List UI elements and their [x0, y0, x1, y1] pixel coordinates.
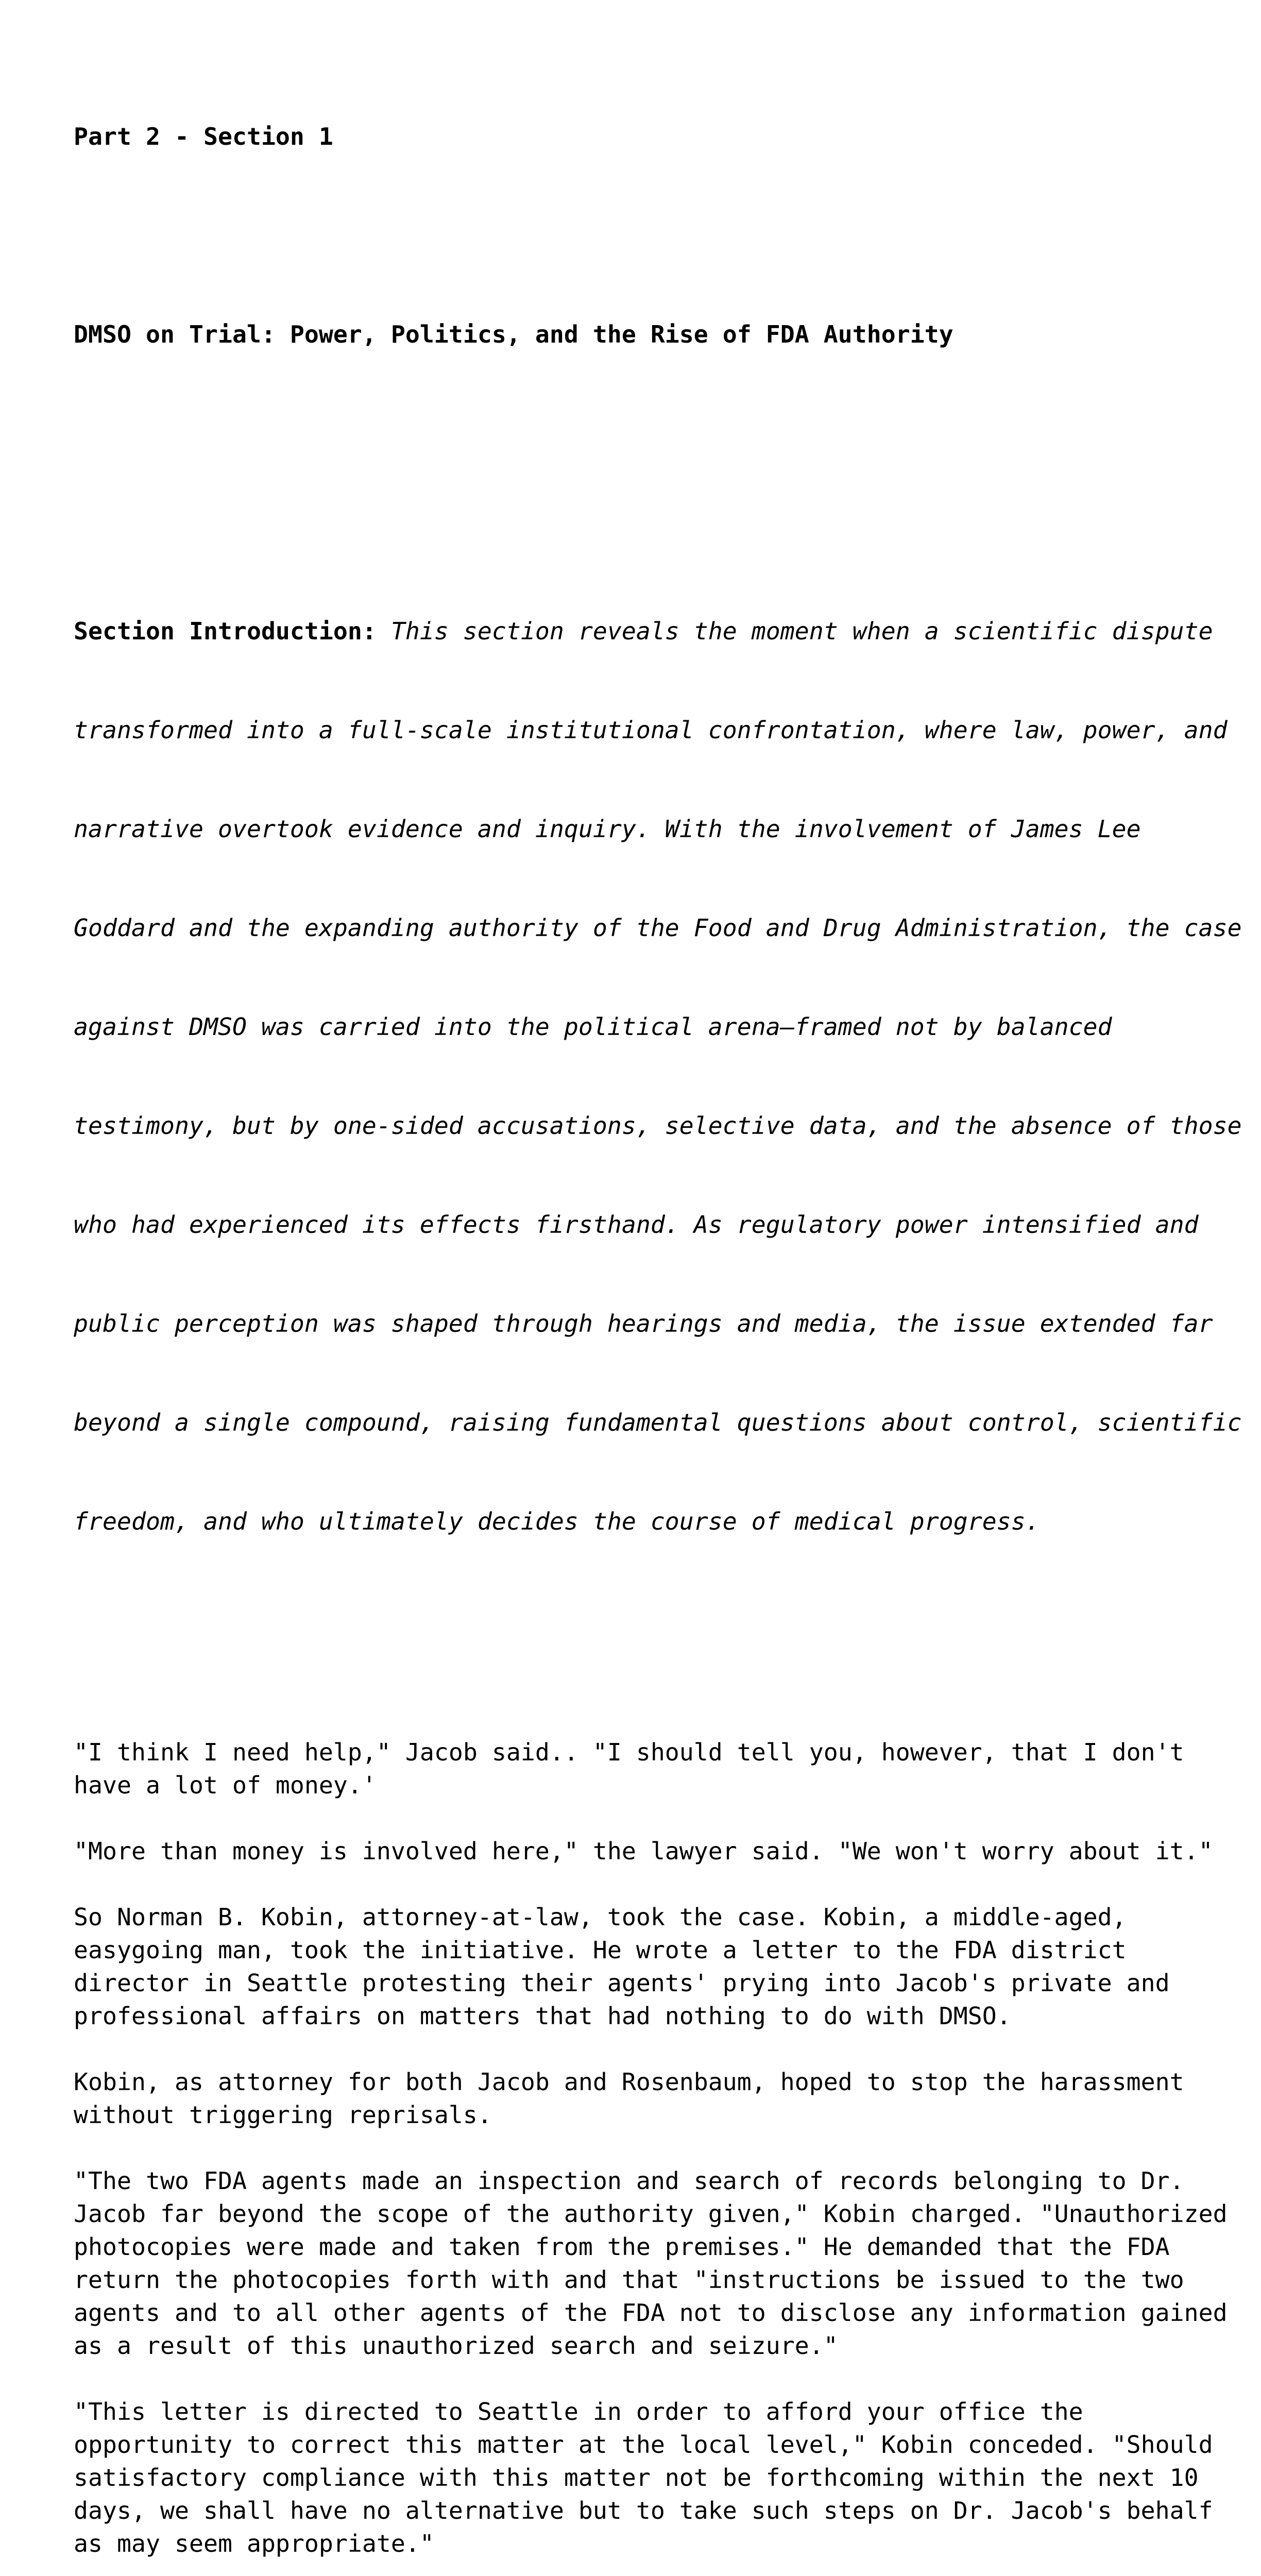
paragraph-line: days, we shall have no alternative but to take such steps on Dr. Jacob's behalf: [74, 2497, 1213, 2524]
paragraph: [74, 1736, 1207, 1802]
intro-line: Goddard and the expanding authority of the Food and Drug Administration, the case: [74, 914, 1242, 942]
paragraph-line: "This letter is directed to Seattle in order to afford your office the: [74, 2398, 1083, 2426]
paragraph-line: "The two FDA agents made an inspection and search of records belonging to Dr.: [74, 2167, 1184, 2195]
paragraph: [74, 2164, 1228, 2362]
document-title: DMSO on Trial: Power, Politics, and the Rise of FDA Authority: [74, 320, 953, 348]
intro-line: who had experienced its effects firsthand. As regulatory power intensified and: [74, 1211, 1199, 1239]
intro-line: This section reveals the moment when a scientific dispute: [376, 617, 1213, 645]
paragraph: [74, 1835, 1213, 1868]
paragraph-line: have a lot of money.': [74, 1771, 377, 1799]
spacer: [74, 219, 1207, 252]
paragraph-line: Kobin, as attorney for both Jacob and Rosenbaum, hoped to stop the harassment: [74, 2068, 1184, 2096]
spacer: [74, 1802, 1207, 1835]
paragraph-line: Jacob far beyond the scope of the authority given," Kobin charged. "Unauthorized: [74, 2200, 1228, 2228]
spacer: [74, 2131, 1207, 2164]
intro-line: narrative overtook evidence and inquiry. With the involvement of James Lee: [74, 815, 1141, 843]
body-text: [74, 1703, 1228, 2576]
part-heading: Part 2 - Section 1: [74, 123, 333, 150]
spacer: [74, 2032, 1207, 2065]
paragraph-line: return the photocopies forth with and that "instructions be issued to the two: [74, 2266, 1184, 2294]
intro-label: Section Introduction:: [74, 617, 377, 645]
paragraph-line: professional affairs on matters that had nothing to do with DMSO.: [74, 2002, 1011, 2030]
intro-line: freedom, and who ultimately decides the course of medical progress.: [74, 1507, 1040, 1535]
intro-line: testimony, but by one-sided accusations, selective data, and the absence of those: [74, 1112, 1242, 1140]
intro-line: transformed into a full-scale institutional confrontation, where law, power, and: [74, 716, 1228, 744]
paragraph-line: without triggering reprisals.: [74, 2101, 492, 2129]
paragraph: [74, 2065, 1207, 2131]
spacer: [74, 1703, 1207, 1736]
paragraph-line: easygoing man, took the initiative. He wrote a letter to the FDA district: [74, 1936, 1127, 1964]
paragraph-line: opportunity to correct this matter at the local level," Kobin conceded. "Should: [74, 2431, 1213, 2459]
paragraph-line: director in Seattle protesting their agents' prying into Jacob's private and: [74, 1969, 1170, 1997]
spacer: [74, 2362, 1207, 2395]
paragraph-line: satisfactory compliance with this matter not be forthcoming within the next 10: [74, 2464, 1199, 2492]
intro-line: public perception was shaped through hearings and media, the issue extended far: [74, 1310, 1213, 1337]
paragraph-line: as a result of this unauthorized search and seizure.": [74, 2332, 838, 2360]
intro-line: beyond a single compound, raising fundamental questions about control, scientific: [74, 1409, 1242, 1436]
paragraph-line: photocopies were made and taken from the premises." He demanded that the FDA: [74, 2233, 1170, 2261]
paragraph-line: "More than money is involved here," the lawyer said. "We won't worry about it.": [74, 1837, 1213, 1865]
intro-line: against DMSO was carried into the political arena—framed not by balanced: [74, 1013, 1112, 1041]
spacer: [74, 417, 1207, 450]
paragraph-line: as may seem appropriate.": [74, 2530, 434, 2557]
section-introduction: [74, 549, 1242, 1604]
paragraph: [74, 2395, 1213, 2560]
paragraph: [74, 1901, 1207, 2032]
paragraph-line: So Norman B. Kobin, attorney-at-law, took the case. Kobin, a middle-aged,: [74, 1903, 1127, 1931]
spacer: [74, 1868, 1207, 1901]
spacer: [74, 2560, 1207, 2576]
paragraph-line: agents and to all other agents of the FDA not to disclose any information gained: [74, 2299, 1228, 2327]
paragraph-line: "I think I need help," Jacob said.. "I should tell you, however, that I don't: [74, 1738, 1184, 1766]
document-page: [74, 54, 1242, 2576]
